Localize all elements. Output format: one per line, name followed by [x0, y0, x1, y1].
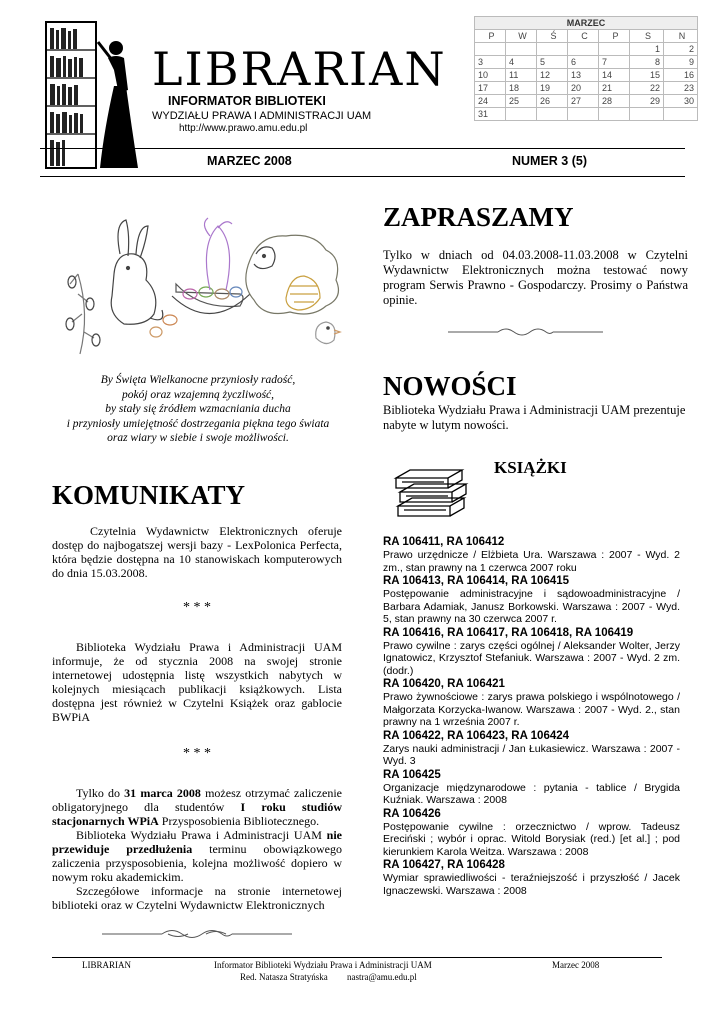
zapraszamy-heading: ZAPRASZAMY — [383, 202, 574, 232]
calendar-date: 10 — [475, 69, 506, 82]
easter-illustration — [50, 214, 350, 364]
book-call-number: RA 106416, RA 106417, RA 106418, RA 106419 — [383, 626, 634, 639]
komunikaty-paragraph — [52, 786, 342, 828]
book-call-number: RA 106425 — [383, 768, 441, 781]
book-call-number: RA 106426 — [383, 807, 441, 820]
calendar-date: 9 — [664, 56, 698, 69]
calendar-date: 15 — [630, 69, 664, 82]
calendar-date: 12 — [537, 69, 568, 82]
text: możesz otrzymać zaliczenie obligatoryjnego dla studentów — [52, 786, 342, 814]
book-entry — [383, 768, 680, 807]
text: terminu obowiązkowego zaliczenia przysposobienia, kolejna możliwość dopiero w nowym roku akademickim. — [52, 842, 342, 884]
calendar-date: 22 — [630, 82, 664, 95]
book-entry — [383, 807, 680, 859]
komunikaty-paragraph: Biblioteka Wydziału Prawa i Administracji UAM informuje, że od stycznia 2008 na swojej stronie internetowej udostępnia listę wszystkich nabytych w kolejnych miesiącach publikacji książkowych. Lista dostępna jest również w Czytelni Książek oraz gablocie BWPiA — [52, 640, 342, 724]
book-entry — [383, 626, 680, 678]
masthead-title: LIBRARIAN — [152, 42, 447, 96]
komunikaty-body — [52, 524, 342, 912]
poem-line: i przyniosły umiejętność dostrzegania piękna tego świata — [66, 417, 330, 430]
poem-line: by stały się źródłem wzmacniania ducha — [105, 403, 291, 415]
calendar-date: 31 — [475, 108, 506, 121]
book-description: Postępowanie administracyjne i sądowoadministracyjne / Barbara Adamiak, Janusz Borkowski. Warszawa : 2007 - Wyd. 5, stan prawny na 30 czerwca 2007 r. — [383, 588, 680, 625]
calendar — [474, 16, 698, 121]
book-description: Prawo żywnościowe : zarys prawa polskiego i wspólnotowego / Małgorzata Korzycka-Iwanow. Warszawa : 2007 - Wyd. 2., stan prawny na 1 września 2007 r. — [383, 691, 680, 728]
ornament-divider — [448, 324, 603, 345]
calendar-date: 30 — [664, 95, 698, 108]
calendar-day-header: P — [475, 30, 506, 43]
calendar-date: 4 — [506, 56, 537, 69]
calendar-date: 24 — [475, 95, 506, 108]
calendar-date: 5 — [537, 56, 568, 69]
text: Biblioteka Wydziału Prawa i Administracji UAM — [76, 828, 327, 842]
section-separator: * * * — [183, 600, 211, 615]
book-call-number: RA 106422, RA 106423, RA 106424 — [383, 729, 570, 742]
book-description: Organizacje międzynarodowe : pytania - tablice / Brygida Kuźniak. Warszawa : 2008 — [383, 781, 680, 806]
section-separator: * * * — [183, 746, 211, 761]
calendar-date: 19 — [537, 82, 568, 95]
deadline-date: 31 marca 2008 — [124, 786, 201, 800]
calendar-date: 11 — [506, 69, 537, 82]
calendar-date: 18 — [506, 82, 537, 95]
calendar-date — [568, 43, 599, 56]
books-heading: KSIĄŻKI — [494, 458, 567, 477]
footer-editor: Red. Natasza Stratyńska — [240, 972, 328, 982]
masthead-subtitle: INFORMATOR BIBLIOTEKI — [168, 94, 326, 108]
zapraszamy-text: Tylko w dniach od 04.03.2008-11.03.2008 w Czytelni Wydawnictw Elektronicznych można testować nowy program Serwis Prawno - Gospodarczy. Prosimy o Państwa opinie. — [383, 248, 688, 307]
masthead-url[interactable]: http://www.prawo.amu.edu.pl — [179, 123, 308, 134]
book-entry — [383, 729, 680, 768]
calendar-date: 16 — [664, 69, 698, 82]
masthead-faculty: WYDZIAŁU PRAWA I ADMINISTRACJI UAM — [152, 110, 372, 122]
poem-line: oraz wiary w siebie i swoje możliwości. — [107, 432, 289, 444]
book-description: Zarys nauki administracji / Jan Łukasiewicz. Warszawa : 2007 - Wyd. 3 — [383, 742, 680, 767]
calendar-date: 13 — [568, 69, 599, 82]
issue-number: NUMER 3 (5) — [512, 154, 588, 168]
calendar-date — [599, 43, 630, 56]
books-list — [383, 535, 680, 897]
calendar-day-header: S — [630, 30, 664, 43]
calendar-date: 6 — [568, 56, 599, 69]
komunikaty-paragraph: Czytelnia Wydawnictw Elektronicznych oferuje dostęp do najbogatszej wersji bazy - LexPolonica Perfecta, która będzie dostępna na 10 stanowiskach komputerowych do dnia 15.03.2008. — [52, 524, 342, 580]
book-entry — [383, 677, 680, 729]
calendar-date — [568, 108, 599, 121]
poem-line: By Święta Wielkanocne przyniosły radość, — [100, 374, 296, 386]
footer-right: Marzec 2008 — [552, 960, 600, 970]
calendar-date: 1 — [630, 43, 664, 56]
book-entry — [383, 858, 680, 897]
calendar-day-header: N — [664, 30, 698, 43]
divider — [40, 148, 685, 149]
text: Przysposobienia Bibliotecznego. — [158, 814, 320, 828]
komunikaty-paragraph — [52, 828, 342, 884]
calendar-date: 2 — [664, 43, 698, 56]
book-description: Prawo urzędnicze / Elżbieta Ura. Warszawa : 2007 - Wyd. 2 zm., stan prawny na 1 czerwca 2007 roku — [383, 549, 680, 574]
footer-rule — [52, 957, 662, 958]
calendar-date — [506, 43, 537, 56]
books-stack-icon — [392, 462, 482, 525]
calendar-date: 26 — [537, 95, 568, 108]
calendar-date — [506, 108, 537, 121]
book-entry — [383, 535, 680, 574]
book-entry — [383, 574, 680, 626]
book-description: Postępowanie cywilne : orzecznictwo / wprow. Tadeusz Ereciński ; wybór i oprac. Witold Borysiak (red.) [et al.] ; pod kierunkiem Karola Weitza. Warszawa : 2008 — [383, 820, 680, 858]
calendar-date: 17 — [475, 82, 506, 95]
calendar-date: 28 — [599, 95, 630, 108]
calendar-day-header: C — [568, 30, 599, 43]
calendar-day-header: P — [599, 30, 630, 43]
book-call-number: RA 106420, RA 106421 — [383, 678, 505, 690]
calendar-date: 27 — [568, 95, 599, 108]
nowosci-text: Biblioteka Wydziału Prawa i Administracji UAM prezentuje nabyte w lutym nowości. — [383, 403, 686, 432]
calendar-date: 21 — [599, 82, 630, 95]
footer-email[interactable]: nastra@amu.edu.pl — [347, 972, 417, 982]
poem-line: pokój oraz wzajemną życzliwość, — [121, 388, 275, 401]
calendar-date — [537, 43, 568, 56]
calendar-date — [537, 108, 568, 121]
calendar-date: 3 — [475, 56, 506, 69]
book-call-number: RA 106427, RA 106428 — [383, 859, 505, 871]
calendar-date: 7 — [599, 56, 630, 69]
book-description: Wymiar sprawiedliwości - teraźniejszość i przyszłość / Jacek Ignaczewski. Warszawa : 2008 — [383, 872, 680, 897]
footer-center: Informator Biblioteki Wydziału Prawa i Administracji UAM — [214, 960, 432, 970]
issue-date: MARZEC 2008 — [207, 154, 292, 168]
calendar-date — [664, 108, 698, 121]
calendar-date — [475, 43, 506, 56]
divider — [40, 176, 685, 177]
text: Tylko do — [76, 786, 125, 800]
komunikaty-paragraph: Szczegółowe informacje na stronie internetowej biblioteki oraz w Czytelni Wydawnictw Elektronicznych — [52, 884, 342, 912]
ornament-divider — [102, 925, 292, 948]
nowosci-heading: NOWOŚCI — [383, 371, 517, 401]
calendar-date: 25 — [506, 95, 537, 108]
calendar-date: 8 — [630, 56, 664, 69]
komunikaty-heading: KOMUNIKATY — [52, 480, 245, 510]
calendar-date: 20 — [568, 82, 599, 95]
easter-poem — [48, 373, 348, 446]
footer-left: LIBRARIAN — [82, 960, 131, 970]
calendar-date: 14 — [599, 69, 630, 82]
calendar-date — [599, 108, 630, 121]
target-group: I roku studiów stacjonarnych WPiA — [52, 800, 342, 828]
book-description: Prawo cywilne : zarys części ogólnej / Aleksander Wolter, Jerzy Ignatowicz, Krzysztof Stefaniuk. Warszawa : 2007 - Wyd. 2 zm. (dodr.) — [383, 639, 680, 677]
book-call-number: RA 106413, RA 106414, RA 106415 — [383, 575, 570, 587]
calendar-date: 23 — [664, 82, 698, 95]
no-extension-notice: nie przewiduje przedłużenia — [52, 828, 342, 856]
calendar-month: MARZEC — [475, 17, 698, 30]
calendar-day-header: W — [506, 30, 537, 43]
calendar-day-header: Ś — [537, 30, 568, 43]
calendar-date — [630, 108, 664, 121]
calendar-date: 29 — [630, 95, 664, 108]
book-call-number: RA 106411, RA 106412 — [383, 536, 505, 548]
